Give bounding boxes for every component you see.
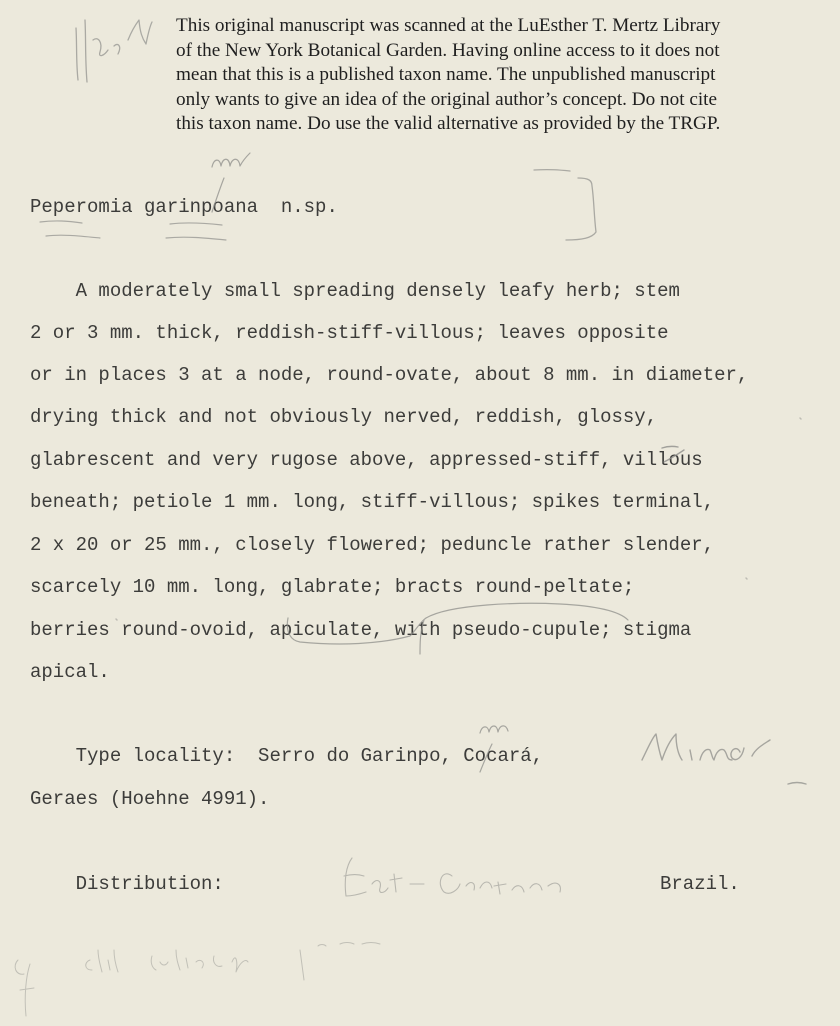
species-title: Peperomia garinpoana n.sp. — [30, 196, 338, 218]
description-line: 2 or 3 mm. thick, reddish-stiff-villous; leaves opposite — [30, 322, 669, 344]
distribution-value: Brazil. — [660, 873, 740, 895]
description-line: apical. — [30, 661, 110, 683]
handwriting-minas — [642, 734, 806, 784]
stray-marks — [116, 418, 801, 620]
library-notice: This original manuscript was scanned at the LuEsther T. Mertz Library of the New York Botanical Garden. Having online access to it does not mean that this is a published taxon name. The unpublished manuscript only wants to give an idea of the original author’s concept. Do not cite this taxon name. Do use the valid alternative as provided by the TRGP. — [176, 15, 721, 134]
type-locality-line: Type locality: Serro do Garinpo, Cocará, — [30, 745, 544, 767]
description-line: glabrescent and very rugose above, appressed-stiff, villous — [30, 449, 703, 471]
handwriting-east-central — [344, 858, 560, 896]
description-line: or in places 3 at a node, round-ovate, about 8 mm. in diameter, — [30, 364, 749, 386]
handwriting-top-left — [76, 20, 152, 82]
title-underlines — [40, 221, 226, 240]
handwriting-locality-m — [480, 726, 508, 772]
description-line: drying thick and not obviously nerved, reddish, glossy, — [30, 406, 658, 428]
description-line: 2 x 20 or 25 mm., closely flowered; peduncle rather slender, — [30, 534, 715, 556]
handwriting-title-m — [212, 153, 250, 212]
description-line: beneath; petiole 1 mm. long, stiff-villous; spikes terminal, — [30, 491, 715, 513]
title-bracket — [534, 170, 596, 240]
distribution-label: Distribution: — [30, 873, 224, 895]
handwriting-bottom — [15, 943, 380, 1017]
correction-mark — [662, 446, 684, 462]
description-line: A moderately small spreading densely leafy herb; stem — [30, 280, 680, 302]
description-line: berries round-ovoid, apiculate, with pseudo-cupule; stigma — [30, 619, 692, 641]
apiculate-loop — [287, 603, 628, 654]
description-line: scarcely 10 mm. long, glabrate; bracts round-peltate; — [30, 576, 635, 598]
type-locality-line: Geraes (Hoehne 4991). — [30, 788, 270, 810]
